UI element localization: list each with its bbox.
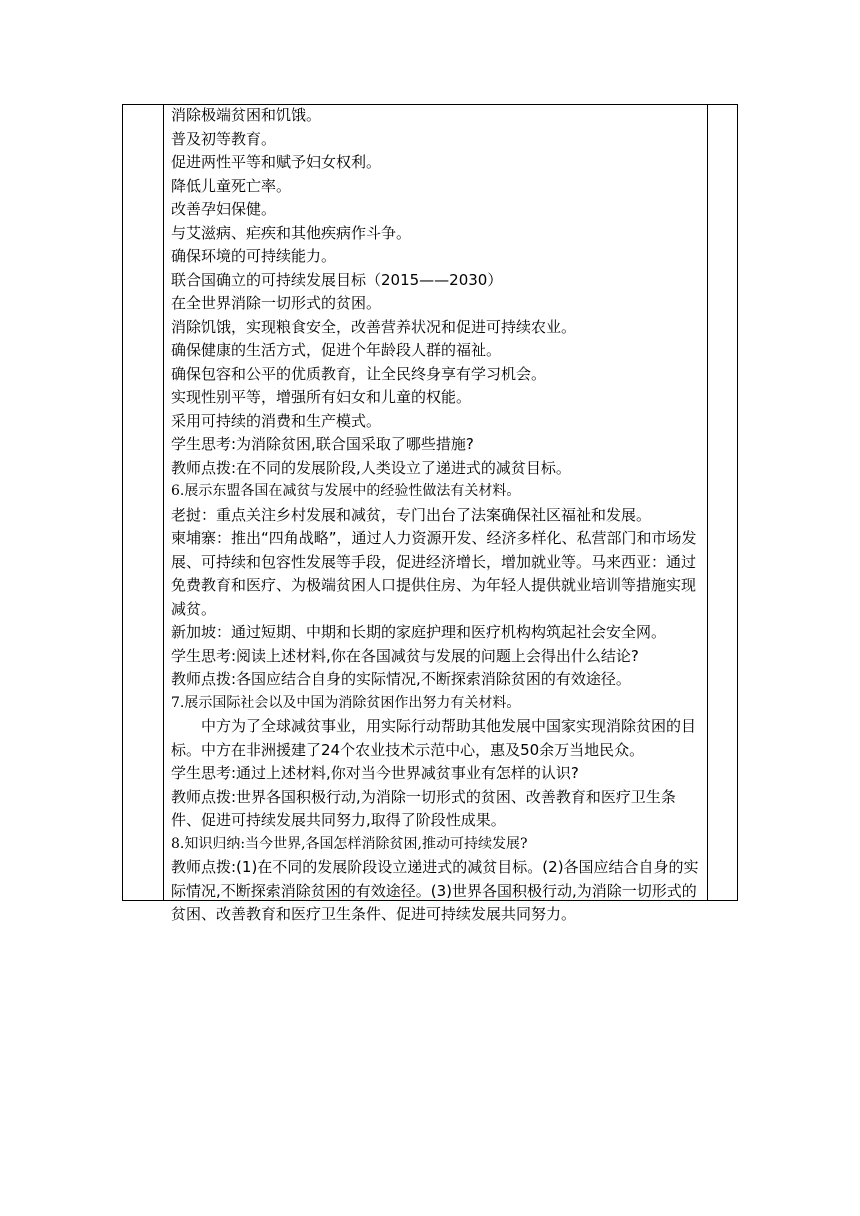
section-heading: 7.展示国际社会以及中国为消除贫困作出努力有关材料。: [171, 694, 521, 711]
student-question: 学生思考:为消除贫困,联合国采取了哪些措施?: [171, 435, 474, 453]
text-paragraph: 中方为了全球减贫事业，用实际行动帮助其他发展中国家实现消除贫困的目标。中方在非洲援建了24个农业技术示范中心，惠及50余万当地民众。: [171, 717, 697, 759]
table-column-divider: [163, 105, 164, 900]
text-line: 与艾滋病、疟疾和其他疾病作斗争。: [171, 223, 412, 242]
text-paragraph: 柬埔寨：推出“四角战略”，通过人力资源开发、经济多样化、私营部门和市场发展、可持续和包容性发展等手段，促进经济增长，增加就业等。马来西亚：通过免费教育和医疗、为极端贫困人口提供住房、为年轻人提供就业培训等措施实现减贫。: [171, 529, 697, 618]
text-line: 确保环境的可持续能力。: [171, 247, 337, 265]
lesson-content-cell: [171, 104, 701, 927]
text-line: 新加坡：通过短期、中期和长期的家庭护理和医疗机构构筑起社会安全网。: [171, 623, 667, 641]
text-line: 在全世界消除一切形式的贫困。: [171, 294, 382, 312]
text-line: 改善孕妇保健。: [171, 200, 277, 218]
text-line: 实现性别平等，增强所有妇女和儿童的权能。: [171, 388, 472, 406]
text-line: 降低儿童死亡率。: [171, 176, 292, 195]
text-line: 促进两性平等和赋予妇女权利。: [171, 153, 382, 171]
section-heading: 6.展示东盟各国在减贫与发展中的经验性做法有关材料。: [171, 483, 521, 499]
text-line: 联合国确立的可持续发展目标（2015——2030）: [171, 270, 503, 289]
teacher-note: 教师点拨:各国应结合自身的实际情况,不断探索消除贫困的有效途径。: [171, 670, 631, 688]
text-line: 老挝：重点关注乡村发展和减贫，专门出台了法案确保社区福祉和发展。: [171, 505, 652, 524]
text-line: 确保健康的生活方式，促进个年龄段人群的福祉。: [171, 341, 502, 359]
teacher-note: 教师点拨:世界各国积极行动,为消除一切形式的贫困、改善教育和医疗卫生条件、促进可持续发展共同努力,取得了阶段性成果。: [171, 787, 676, 829]
student-question: 学生思考:阅读上述材料,你在各国减贫与发展的问题上会得出什么结论?: [171, 646, 639, 665]
teacher-note: 教师点拨:在不同的发展阶段,人类设立了递进式的减贫目标。: [171, 458, 571, 477]
text-line: 消除饥饿，实现粮食安全，改善营养状况和促进可持续农业。: [171, 317, 577, 336]
table-column-divider: [707, 105, 708, 900]
text-line: 确保包容和公平的优质教育，让全民终身享有学习机会。: [171, 364, 547, 383]
teacher-note: 教师点拨:(1)在不同的发展阶段设立递进式的减贫目标。(2)各国应结合自身的实际情况,不断探索消除贫困的有效途径。(3)世界各国积极行动,为消除一切形式的贫困、改善教育和医疗卫生条件、促进可持续发展共同努力。: [171, 858, 699, 923]
student-question: 学生思考:通过上述材料,你对当今世界减贫事业有怎样的认识?: [171, 764, 579, 782]
text-line: 采用可持续的消费和生产模式。: [171, 411, 382, 430]
section-heading: 8.知识归纳:当今世界,各国怎样消除贫困,推动可持续发展?: [171, 835, 528, 852]
text-line: 消除极端贫困和饥饿。: [171, 106, 322, 124]
text-line: 普及初等教育。: [171, 129, 277, 148]
